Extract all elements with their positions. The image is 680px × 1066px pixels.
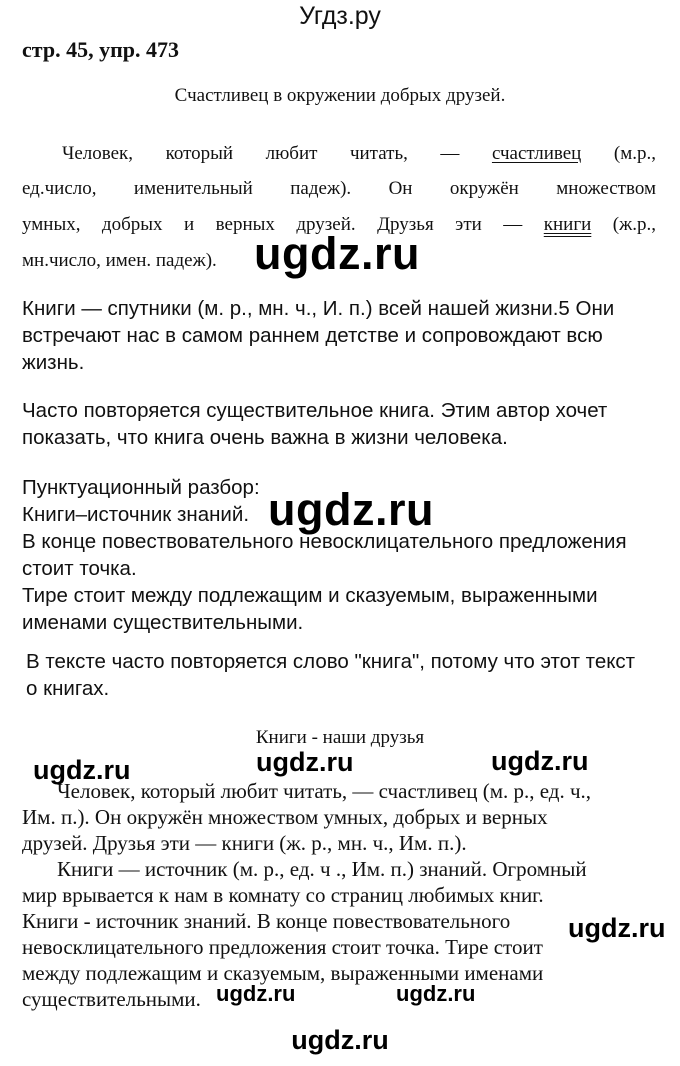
watermark-center: ugdz.ru [256,747,354,777]
section4-line-3: В конце повествовательного невосклицательного предложения [22,530,627,553]
section6-line-8: между подлежащим и сказуемым, выраженными именами [22,961,544,985]
section4-line-2: Книги–источник знаний. [22,503,250,526]
section1-line-2: ед.число, именительный падеж). Он окружён множеством [22,178,656,199]
section6-line-4: Книги — источник (м. р., ед. ч ., Им. п.) знаний. Огромный [57,857,587,881]
section2-line-1: Книги — спутники (м. р., мн. ч., И. п.) всей нашей жизни.5 Они [22,297,615,320]
section3-line-2: показать, что книга очень важна в жизни человека. [22,426,508,449]
watermark-left: ugdz.ru [33,755,131,785]
section5-line-2: о книгах. [26,677,110,700]
section1-line-4: мн.число, имен. падеж). [22,250,217,271]
watermark-small-2: ugdz.ru [396,981,476,1006]
section4-line-5: Тире стоит между подлежащим и сказуемым, выраженными [22,584,598,607]
section6-line-3: друзей. Друзья эти — книги (ж. р., мн. ч., Им. п.). [22,831,467,855]
section1-line-3-post: (ж.р., [591,214,656,235]
section4-line-4: стоит точка. [22,557,137,580]
section2-line-3: жизнь. [22,351,85,374]
watermark-right-2: ugdz.ru [568,913,666,943]
section2-line-2: встречают нас в самом раннем детстве и сопровождают всю [22,324,603,347]
section5-line-1: В тексте часто повторяется слово "книга", потому что этот текст [26,650,636,673]
section4-line-1: Пунктуационный разбор: [22,476,260,499]
section3-line-1: Часто повторяется существительное книга. Этим автор хочет [22,399,608,422]
watermark-footer: ugdz.ru [291,1025,389,1055]
section6-line-1: Человек, который любит читать, — счастливец (м. р., ед. ч., [57,779,592,803]
section6-line-7: невосклицательного предложения стоит точка. Тире стоит [22,935,543,959]
section6-line-9: существительными. [22,987,201,1011]
underlined-word-predicate: книги [543,214,592,235]
section1-title: Счастливец в окружении добрых друзей. [174,85,506,106]
section4-line-6: именами существительными. [22,611,304,634]
watermark-big-1: ugdz.ru [254,228,420,279]
section1-line-1 [22,143,656,165]
watermark-small-1: ugdz.ru [216,981,296,1006]
underlined-word-subject: счастливец [491,143,582,164]
section6-title: Книги - наши друзья [255,727,425,748]
site-header: Угдз.ру [299,2,381,30]
watermark-big-2: ugdz.ru [268,484,434,535]
section1-line-1-pre: Человек, который любит читать, — [62,143,492,164]
task-reference: стр. 45, упр. 473 [22,37,179,62]
section1-line-3-pre: умных, добрых и верных друзей. Друзья эти — [22,214,544,235]
section6-line-5: мир врывается к нам в комнату со страниц любимых книг. [22,883,544,907]
watermark-right: ugdz.ru [491,746,589,776]
section1-line-1-post: (м.р., [581,143,656,164]
section6-line-2: Им. п.). Он окружён множеством умных, добрых и верных [22,805,548,829]
section6-line-6: Книги - источник знаний. В конце повествовательного [22,909,511,933]
